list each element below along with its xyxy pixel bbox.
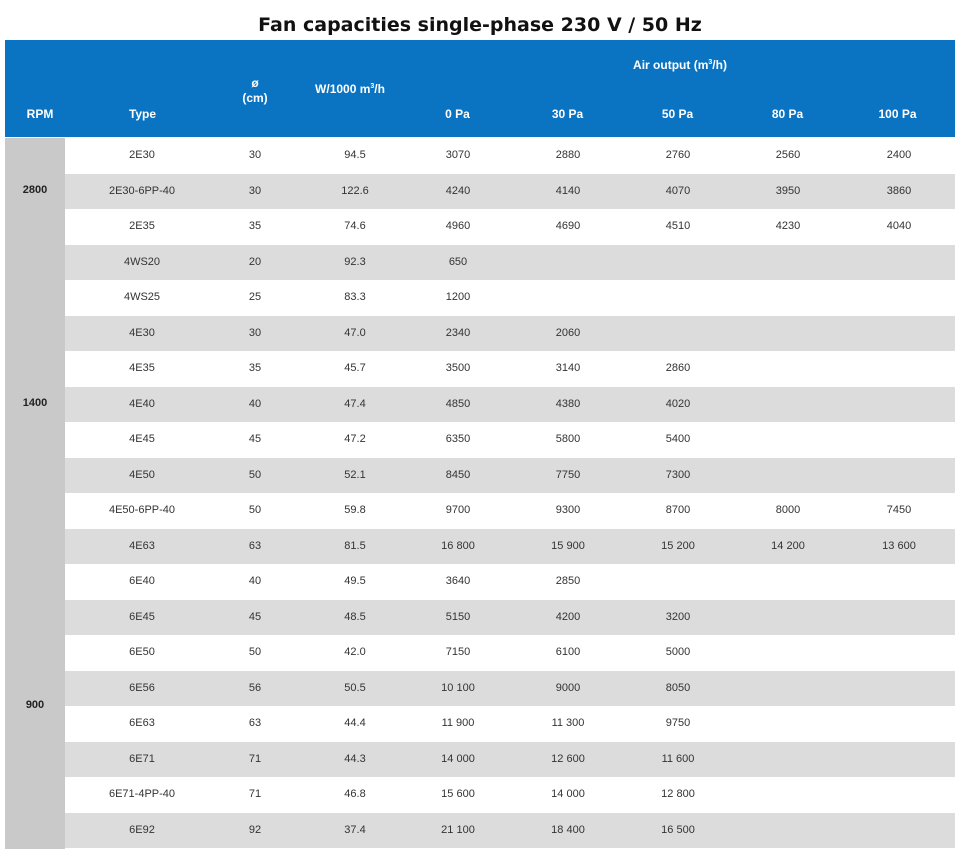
table-cell: 4510 (665, 220, 691, 232)
table-cell: 46.8 (344, 788, 366, 800)
table-cell: 40 (248, 575, 262, 587)
table-cell: 4230 (775, 220, 801, 232)
table-cell: 42.0 (344, 646, 366, 658)
table-cell (743, 245, 833, 281)
table-cell: 4E35 (129, 362, 155, 374)
table-cell: 4E50-6PP-40 (108, 504, 176, 516)
table-cell: 7750 (555, 468, 581, 481)
table-cell (743, 316, 833, 352)
table-cell: 4E40 (129, 397, 155, 410)
table-row (65, 813, 955, 849)
table-cell: 30 (248, 326, 262, 339)
table-row (65, 138, 955, 174)
table-cell: 47.0 (344, 326, 366, 339)
table-cell: 4690 (555, 220, 581, 232)
table-cell: 6E92 (129, 823, 155, 836)
table-cell: 3950 (775, 184, 801, 197)
table-cell: 4960 (445, 220, 471, 232)
table-cell: 71 (248, 788, 262, 800)
table-cell: 47.2 (344, 433, 366, 445)
table-row (65, 387, 955, 423)
table-cell: 44.4 (344, 717, 366, 729)
table-cell (743, 671, 833, 707)
table-cell: 6E71 (129, 752, 155, 765)
table-cell: 30 (248, 149, 262, 161)
table-cell (854, 777, 944, 813)
table-cell: 4020 (665, 397, 691, 410)
table-cell: 10 100 (441, 681, 475, 694)
table-cell: 3860 (886, 184, 912, 197)
table-cell: 5800 (555, 433, 581, 445)
table-cell: 3200 (665, 610, 691, 623)
table-cell (743, 351, 833, 387)
table-cell: 3500 (445, 362, 471, 374)
table-cell: 4E63 (129, 539, 155, 552)
rpm-group-label: 1400 (22, 397, 48, 410)
header-air-sup: 3 (708, 59, 713, 66)
table-row (65, 458, 955, 494)
header-rpm: RPM (26, 107, 54, 121)
header-diameter-symbol: ø (251, 76, 259, 90)
table-cell (743, 600, 833, 636)
table-cell: 4850 (445, 397, 471, 410)
table-cell: 6350 (445, 433, 471, 445)
table-cell (854, 458, 944, 494)
table-cell (854, 245, 944, 281)
table-cell: 50 (248, 504, 262, 516)
table-cell (633, 245, 723, 281)
table-cell: 12 600 (551, 752, 585, 765)
rpm-column (5, 138, 65, 849)
header-air-output (545, 58, 815, 72)
table-cell (854, 671, 944, 707)
table-cell: 21 100 (441, 823, 475, 836)
table-cell (854, 635, 944, 671)
table-cell (743, 564, 833, 600)
table-cell (743, 280, 833, 316)
table-cell (743, 635, 833, 671)
table-cell: 15 600 (441, 788, 475, 800)
table-cell: 3140 (555, 362, 581, 374)
table-cell: 4WS20 (123, 255, 161, 268)
table-cell: 4380 (555, 397, 581, 410)
table-cell: 13 600 (882, 539, 916, 552)
table-cell: 94.5 (344, 149, 366, 161)
table-title: Fan capacities single-phase 230 V / 50 Hz (258, 14, 702, 36)
table-cell (743, 458, 833, 494)
table-cell (743, 706, 833, 742)
table-cell (743, 387, 833, 423)
table-cell (743, 422, 833, 458)
table-cell (854, 280, 944, 316)
table-cell: 45.7 (344, 362, 366, 374)
table-cell (854, 600, 944, 636)
table-cell: 2E30-6PP-40 (108, 184, 176, 197)
table-row (65, 280, 955, 316)
table-row (65, 493, 955, 529)
table-cell: 40 (248, 397, 262, 410)
table-cell: 63 (248, 717, 262, 729)
table-row (65, 316, 955, 352)
table-cell: 30 (248, 184, 262, 197)
table-cell: 4200 (555, 610, 581, 623)
table-cell: 49.5 (344, 575, 366, 587)
table-cell: 35 (248, 362, 262, 374)
table-row (65, 706, 955, 742)
header-air-suffix: /h) (712, 58, 727, 72)
table-cell (854, 564, 944, 600)
table-cell: 4140 (555, 184, 581, 197)
table-cell: 14 000 (551, 788, 585, 800)
table-cell: 9700 (445, 504, 471, 516)
table-row (65, 777, 955, 813)
table-cell (854, 813, 944, 849)
table-cell: 3640 (445, 575, 471, 587)
table-cell: 74.6 (344, 220, 366, 232)
table-cell: 2E30 (129, 149, 155, 161)
table-row (65, 422, 955, 458)
table-cell: 2850 (555, 575, 581, 587)
table-cell: 9300 (555, 504, 581, 516)
table-cell: 16 500 (661, 823, 695, 836)
table-cell: 6100 (555, 646, 581, 658)
table-cell: 4E30 (129, 326, 155, 339)
table-cell (854, 706, 944, 742)
table-cell: 4E50 (129, 468, 155, 481)
table-cell: 12 800 (661, 788, 695, 800)
table-cell: 56 (248, 681, 262, 694)
table-cell: 2880 (555, 149, 581, 161)
table-cell: 6E63 (129, 717, 155, 729)
table-cell: 2340 (445, 326, 471, 339)
table-cell: 47.4 (344, 397, 366, 410)
table-cell (633, 316, 723, 352)
table-cell: 2E35 (129, 220, 155, 232)
table-cell (523, 280, 613, 316)
table-cell: 2860 (665, 362, 691, 374)
table-cell: 83.3 (344, 291, 366, 303)
header-type: Type (128, 107, 157, 121)
table-row (65, 635, 955, 671)
table-cell (854, 316, 944, 352)
table-cell: 8450 (445, 468, 471, 481)
table-cell: 4040 (886, 220, 912, 232)
rpm-group-label: 900 (25, 699, 45, 711)
table-row (65, 209, 955, 245)
table-cell (743, 813, 833, 849)
header-air-prefix: Air output (m (633, 58, 709, 72)
table-cell: 2400 (886, 149, 912, 161)
table-header (5, 40, 955, 137)
table-cell: 4E45 (129, 433, 155, 445)
table-cell: 7450 (886, 504, 912, 516)
table-cell: 6E50 (129, 646, 155, 658)
table-cell: 45 (248, 610, 262, 623)
table-row (65, 600, 955, 636)
table-cell: 5150 (445, 610, 471, 623)
header-pressure-50: 50 Pa (661, 107, 694, 121)
table-cell: 18 400 (551, 823, 585, 836)
table-cell: 92 (248, 823, 262, 836)
table-cell (854, 422, 944, 458)
table-row (65, 174, 955, 210)
table-cell (743, 777, 833, 813)
table-cell (854, 351, 944, 387)
header-power-prefix: W/1000 m (315, 82, 371, 96)
table-cell: 63 (248, 539, 262, 552)
table-cell: 59.8 (344, 504, 366, 516)
table-cell: 16 800 (441, 539, 475, 552)
table-cell: 8000 (775, 504, 801, 516)
table-cell: 3070 (445, 149, 471, 161)
table-row (65, 245, 955, 281)
table-cell: 650 (448, 255, 468, 268)
table-row (65, 351, 955, 387)
table-cell: 50 (248, 468, 262, 481)
table-cell (523, 245, 613, 281)
table-cell: 14 000 (441, 752, 475, 765)
table-cell: 9000 (555, 681, 581, 694)
header-pressure-0: 0 Pa (445, 107, 470, 121)
rpm-group-label: 2800 (22, 184, 48, 197)
header-diameter-unit: (cm) (242, 91, 268, 105)
table-cell: 4070 (665, 184, 691, 197)
header-power (295, 82, 405, 96)
table-cell: 2060 (555, 326, 581, 339)
header-pressure-80: 80 Pa (771, 107, 804, 121)
table-cell: 15 900 (551, 539, 585, 552)
table-cell: 48.5 (344, 610, 366, 623)
table-cell: 50 (248, 646, 262, 658)
table-cell: 2560 (775, 149, 801, 161)
table-row (65, 671, 955, 707)
table-cell: 50.5 (344, 681, 366, 694)
table-cell: 2760 (665, 149, 691, 161)
table-cell: 6E56 (129, 681, 155, 694)
table-cell: 15 200 (661, 539, 695, 552)
table-cell: 7300 (665, 468, 691, 481)
table-cell: 45 (248, 433, 262, 445)
table-cell: 4240 (445, 184, 471, 197)
table-cell: 92.3 (344, 255, 366, 268)
table-cell (633, 564, 723, 600)
table-cell: 25 (248, 291, 262, 303)
table-cell: 6E40 (129, 575, 155, 587)
table-cell: 1200 (445, 291, 471, 303)
table-cell: 52.1 (344, 468, 366, 481)
table-cell (743, 742, 833, 778)
table-cell (633, 280, 723, 316)
table-cell: 20 (248, 255, 262, 268)
table-cell: 44.3 (344, 752, 366, 765)
table-cell: 11 600 (661, 752, 695, 765)
table-cell: 122.6 (341, 184, 369, 197)
table-cell: 8050 (665, 681, 691, 694)
table-cell: 71 (248, 752, 262, 765)
table-cell: 11 300 (551, 717, 585, 729)
table-row (65, 529, 955, 565)
table-cell: 11 900 (441, 717, 475, 729)
header-pressure-30: 30 Pa (551, 107, 584, 121)
table-cell: 6E45 (129, 610, 155, 623)
header-pressure-100: 100 Pa (878, 107, 917, 121)
table-cell (854, 742, 944, 778)
header-power-suffix: /h (374, 82, 385, 96)
table-cell: 5000 (665, 646, 691, 658)
table-cell: 81.5 (344, 539, 366, 552)
table-cell: 4WS25 (123, 291, 161, 303)
table-cell: 5400 (665, 433, 691, 445)
table-cell: 35 (248, 220, 262, 232)
table-cell: 9750 (665, 717, 691, 729)
header-power-sup: 3 (370, 83, 375, 90)
table-cell: 8700 (665, 504, 691, 516)
table-cell: 14 200 (771, 539, 805, 552)
table-cell (854, 387, 944, 423)
table-cell: 6E71-4PP-40 (108, 788, 176, 800)
table-cell: 37.4 (344, 823, 366, 836)
table-row (65, 564, 955, 600)
table-cell: 7150 (445, 646, 471, 658)
table-row (65, 742, 955, 778)
